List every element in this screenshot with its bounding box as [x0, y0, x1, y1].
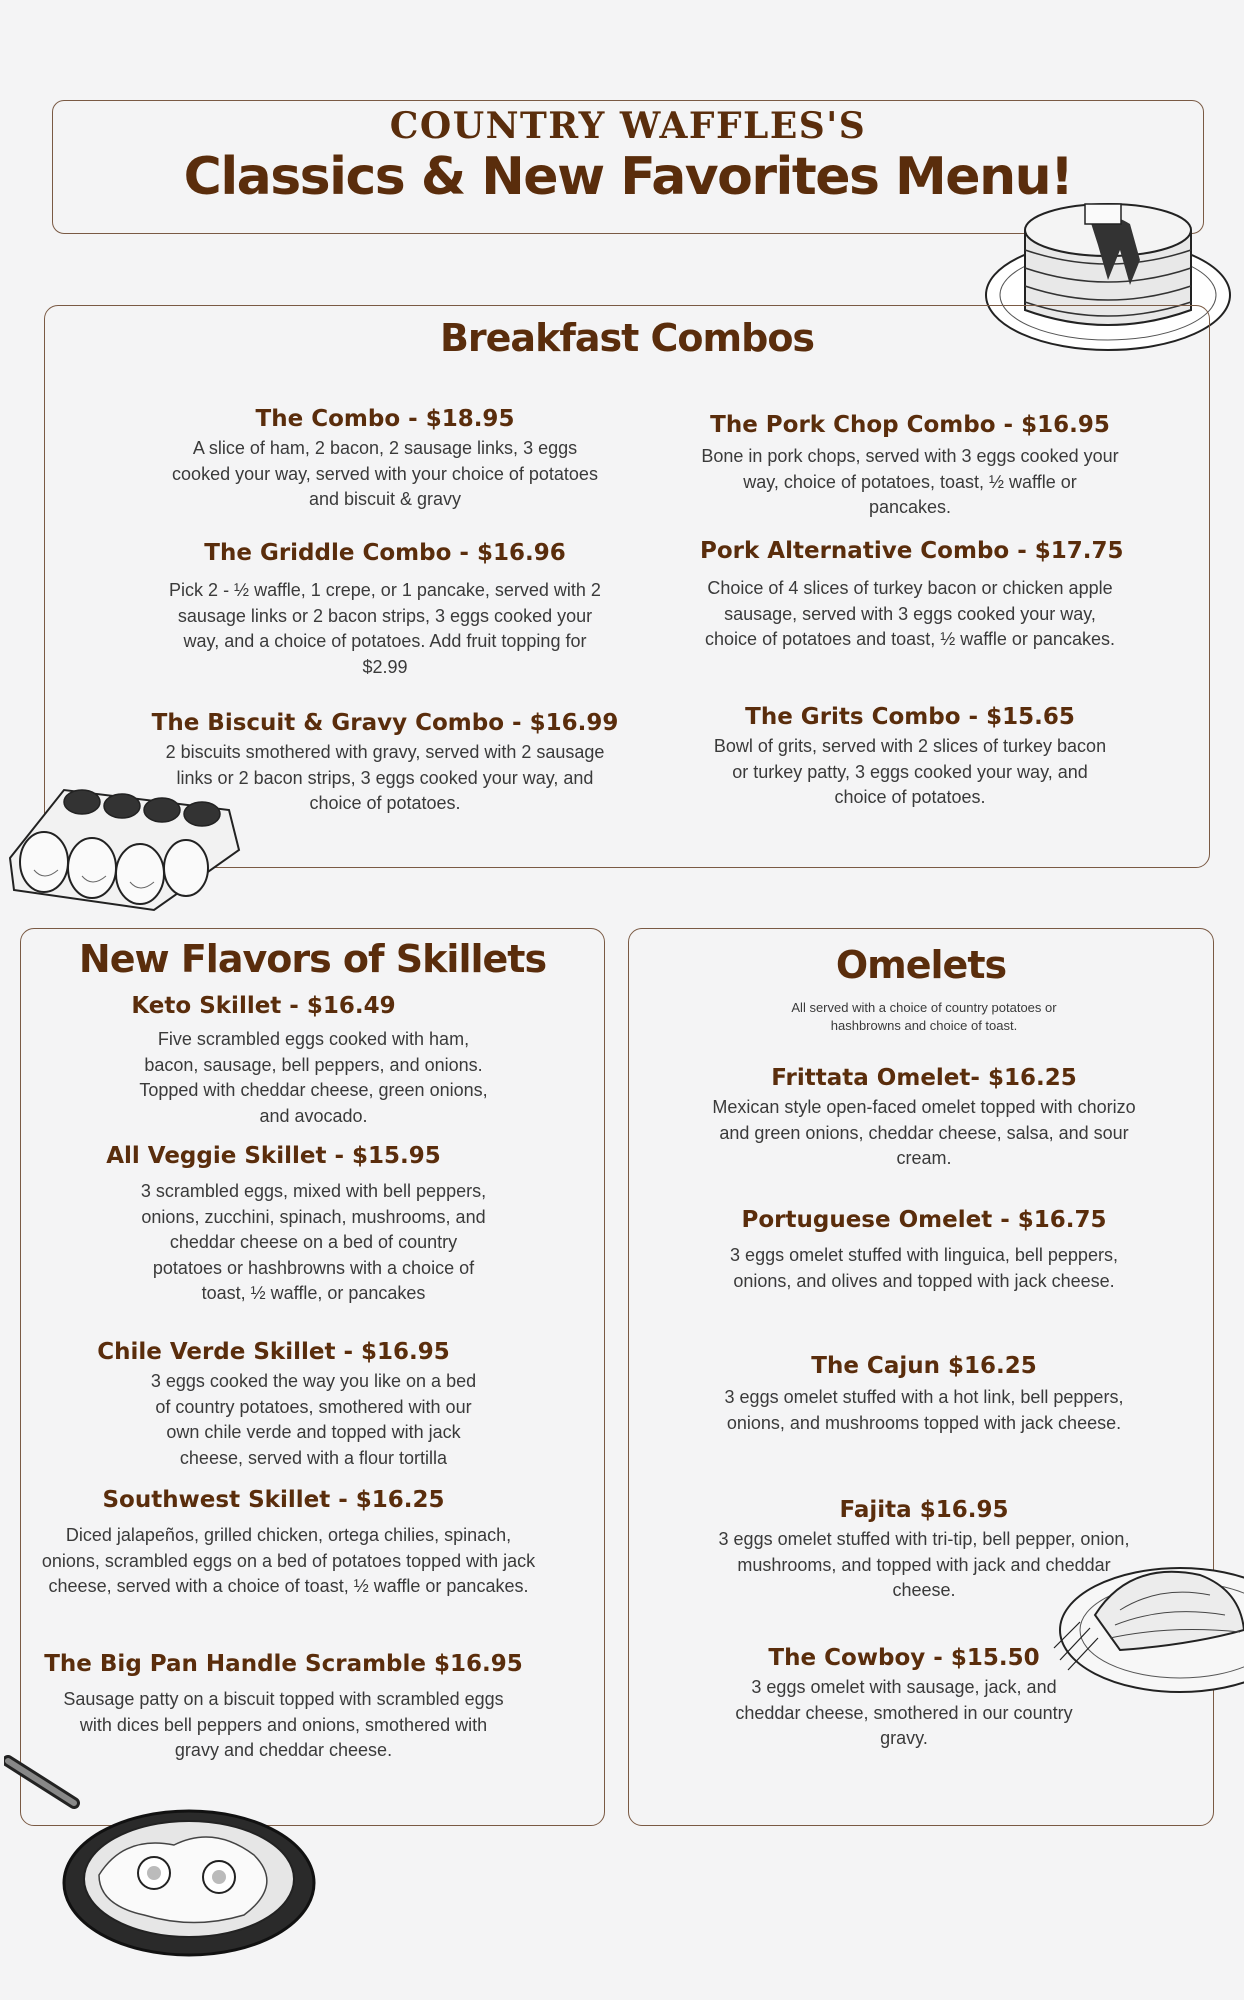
menu-item — [81, 1141, 546, 1307]
frying-pan-icon — [4, 1755, 324, 2000]
item-name: Southwest Skillet - $16.25 — [102, 1487, 445, 1513]
menu-item — [689, 1205, 1159, 1294]
item-name: The Big Pan Handle Scramble $16.95 — [44, 1651, 523, 1677]
menu-item — [165, 538, 605, 680]
menu-item — [44, 1649, 546, 1764]
menu-item — [700, 536, 1124, 653]
item-name: The Griddle Combo - $16.96 — [204, 540, 566, 566]
item-description: Choice of 4 slices of turkey bacon or chicken apple sausage, served with 3 eggs cooked your way, choice of potatoes and toast, ½ waffle or pancakes. — [705, 578, 1115, 649]
item-name: All Veggie Skillet - $15.95 — [106, 1143, 441, 1169]
menu-item — [81, 1337, 546, 1471]
item-description: Diced jalapeños, grilled chicken, ortega chilies, spinach, onions, scrambled eggs on a bed of potatoes topped with jack cheese, served with a choice of toast, ½ waffle or pancakes. — [41, 1525, 536, 1596]
item-name: Frittata Omelet- $16.25 — [771, 1065, 1077, 1091]
item-name: The Pork Chop Combo - $16.95 — [710, 412, 1110, 438]
item-description: Pick 2 - ½ waffle, 1 crepe, or 1 pancake, served with 2 sausage links or 2 bacon strips, 3 eggs cooked your way, and a choice of potatoes. Add fruit topping for $2.99 — [169, 580, 601, 677]
item-name: Keto Skillet - $16.49 — [131, 993, 396, 1019]
item-name: The Cajun $16.25 — [811, 1353, 1037, 1379]
item-description: A slice of ham, 2 bacon, 2 sausage links, 3 eggs cooked your way, served with your choice of potatoes and biscuit & gravy — [172, 438, 598, 509]
item-description: Bone in pork chops, served with 3 eggs cooked your way, choice of potatoes, toast, ½ waffle or pancakes. — [701, 446, 1119, 517]
item-name: Fajita $16.95 — [839, 1497, 1009, 1523]
item-description: 3 scrambled eggs, mixed with bell peppers, onions, zucchini, spinach, mushrooms, and cheddar cheese on a bed of country potatoes or hashbrowns with a choice of toast, ½ waffle, or pancakes — [140, 1181, 487, 1303]
item-name: The Cowboy - $15.50 — [768, 1645, 1040, 1671]
menu-headline: Classics & New Favorites Menu! — [183, 147, 1073, 207]
item-description: 3 eggs omelet stuffed with tri-tip, bell pepper, onion, mushrooms, and topped with jack and cheddar cheese. — [718, 1529, 1130, 1600]
menu-item — [689, 1063, 1159, 1172]
item-description: 2 biscuits smothered with gravy, served with 2 sausage links or 2 bacon strips, 3 eggs cooked your way, and choice of potatoes. — [165, 742, 605, 813]
menu-item — [710, 702, 1110, 811]
section-title-skillets: New Flavors of Skillets — [78, 937, 547, 981]
item-description: Sausage patty on a biscuit topped with scrambled eggs with dices bell peppers and onions, smothered with gravy and cheddar cheese. — [63, 1689, 504, 1760]
item-name: The Biscuit & Gravy Combo - $16.99 — [151, 710, 619, 736]
skillets-section — [20, 928, 605, 1826]
item-name: Portuguese Omelet - $16.75 — [741, 1207, 1107, 1233]
menu-item — [81, 991, 546, 1129]
item-description: Five scrambled eggs cooked with ham, bacon, sausage, bell peppers, and onions. Topped with cheddar cheese, green onions, and avocado. — [139, 1029, 488, 1126]
omelets-note: All served with a choice of country potatoes or hashbrowns and choice of toast. — [791, 1000, 1057, 1033]
menu-item — [165, 404, 605, 513]
item-description: 3 eggs omelet stuffed with a hot link, bell peppers, onions, and mushrooms topped with jack cheese. — [724, 1387, 1124, 1433]
egg-carton-icon — [4, 770, 244, 920]
menu-item — [700, 410, 1120, 521]
restaurant-name: COUNTRY WAFFLES'S — [389, 105, 867, 147]
menu-item — [689, 1351, 1159, 1436]
item-description: 3 eggs omelet with sausage, jack, and cheddar cheese, smothered in our country gravy. — [735, 1677, 1073, 1748]
item-name: Chile Verde Skillet - $16.95 — [97, 1339, 450, 1365]
item-description: Bowl of grits, served with 2 slices of turkey bacon or turkey patty, 3 eggs cooked your way, and choice of potatoes. — [713, 736, 1107, 807]
item-description: 3 eggs omelet stuffed with linguica, bell peppers, onions, and olives and topped with jack cheese. — [730, 1245, 1118, 1291]
menu-item — [41, 1485, 546, 1600]
section-title-omelets: Omelets — [835, 943, 1007, 987]
item-name: The Grits Combo - $15.65 — [745, 704, 1075, 730]
section-title-breakfast-combos: Breakfast Combos — [439, 316, 815, 360]
item-description: 3 eggs cooked the way you like on a bed of country potatoes, smothered with our own chile verde and topped with jack cheese, served with a flour tortilla — [150, 1371, 477, 1468]
item-description: Mexican style open-faced omelet topped with chorizo and green onions, cheddar cheese, salsa, and sour cream. — [712, 1097, 1136, 1168]
omelet-plate-icon — [1050, 1550, 1244, 1695]
item-name: Pork Alternative Combo - $17.75 — [700, 538, 1124, 564]
item-name: The Combo - $18.95 — [255, 406, 515, 432]
